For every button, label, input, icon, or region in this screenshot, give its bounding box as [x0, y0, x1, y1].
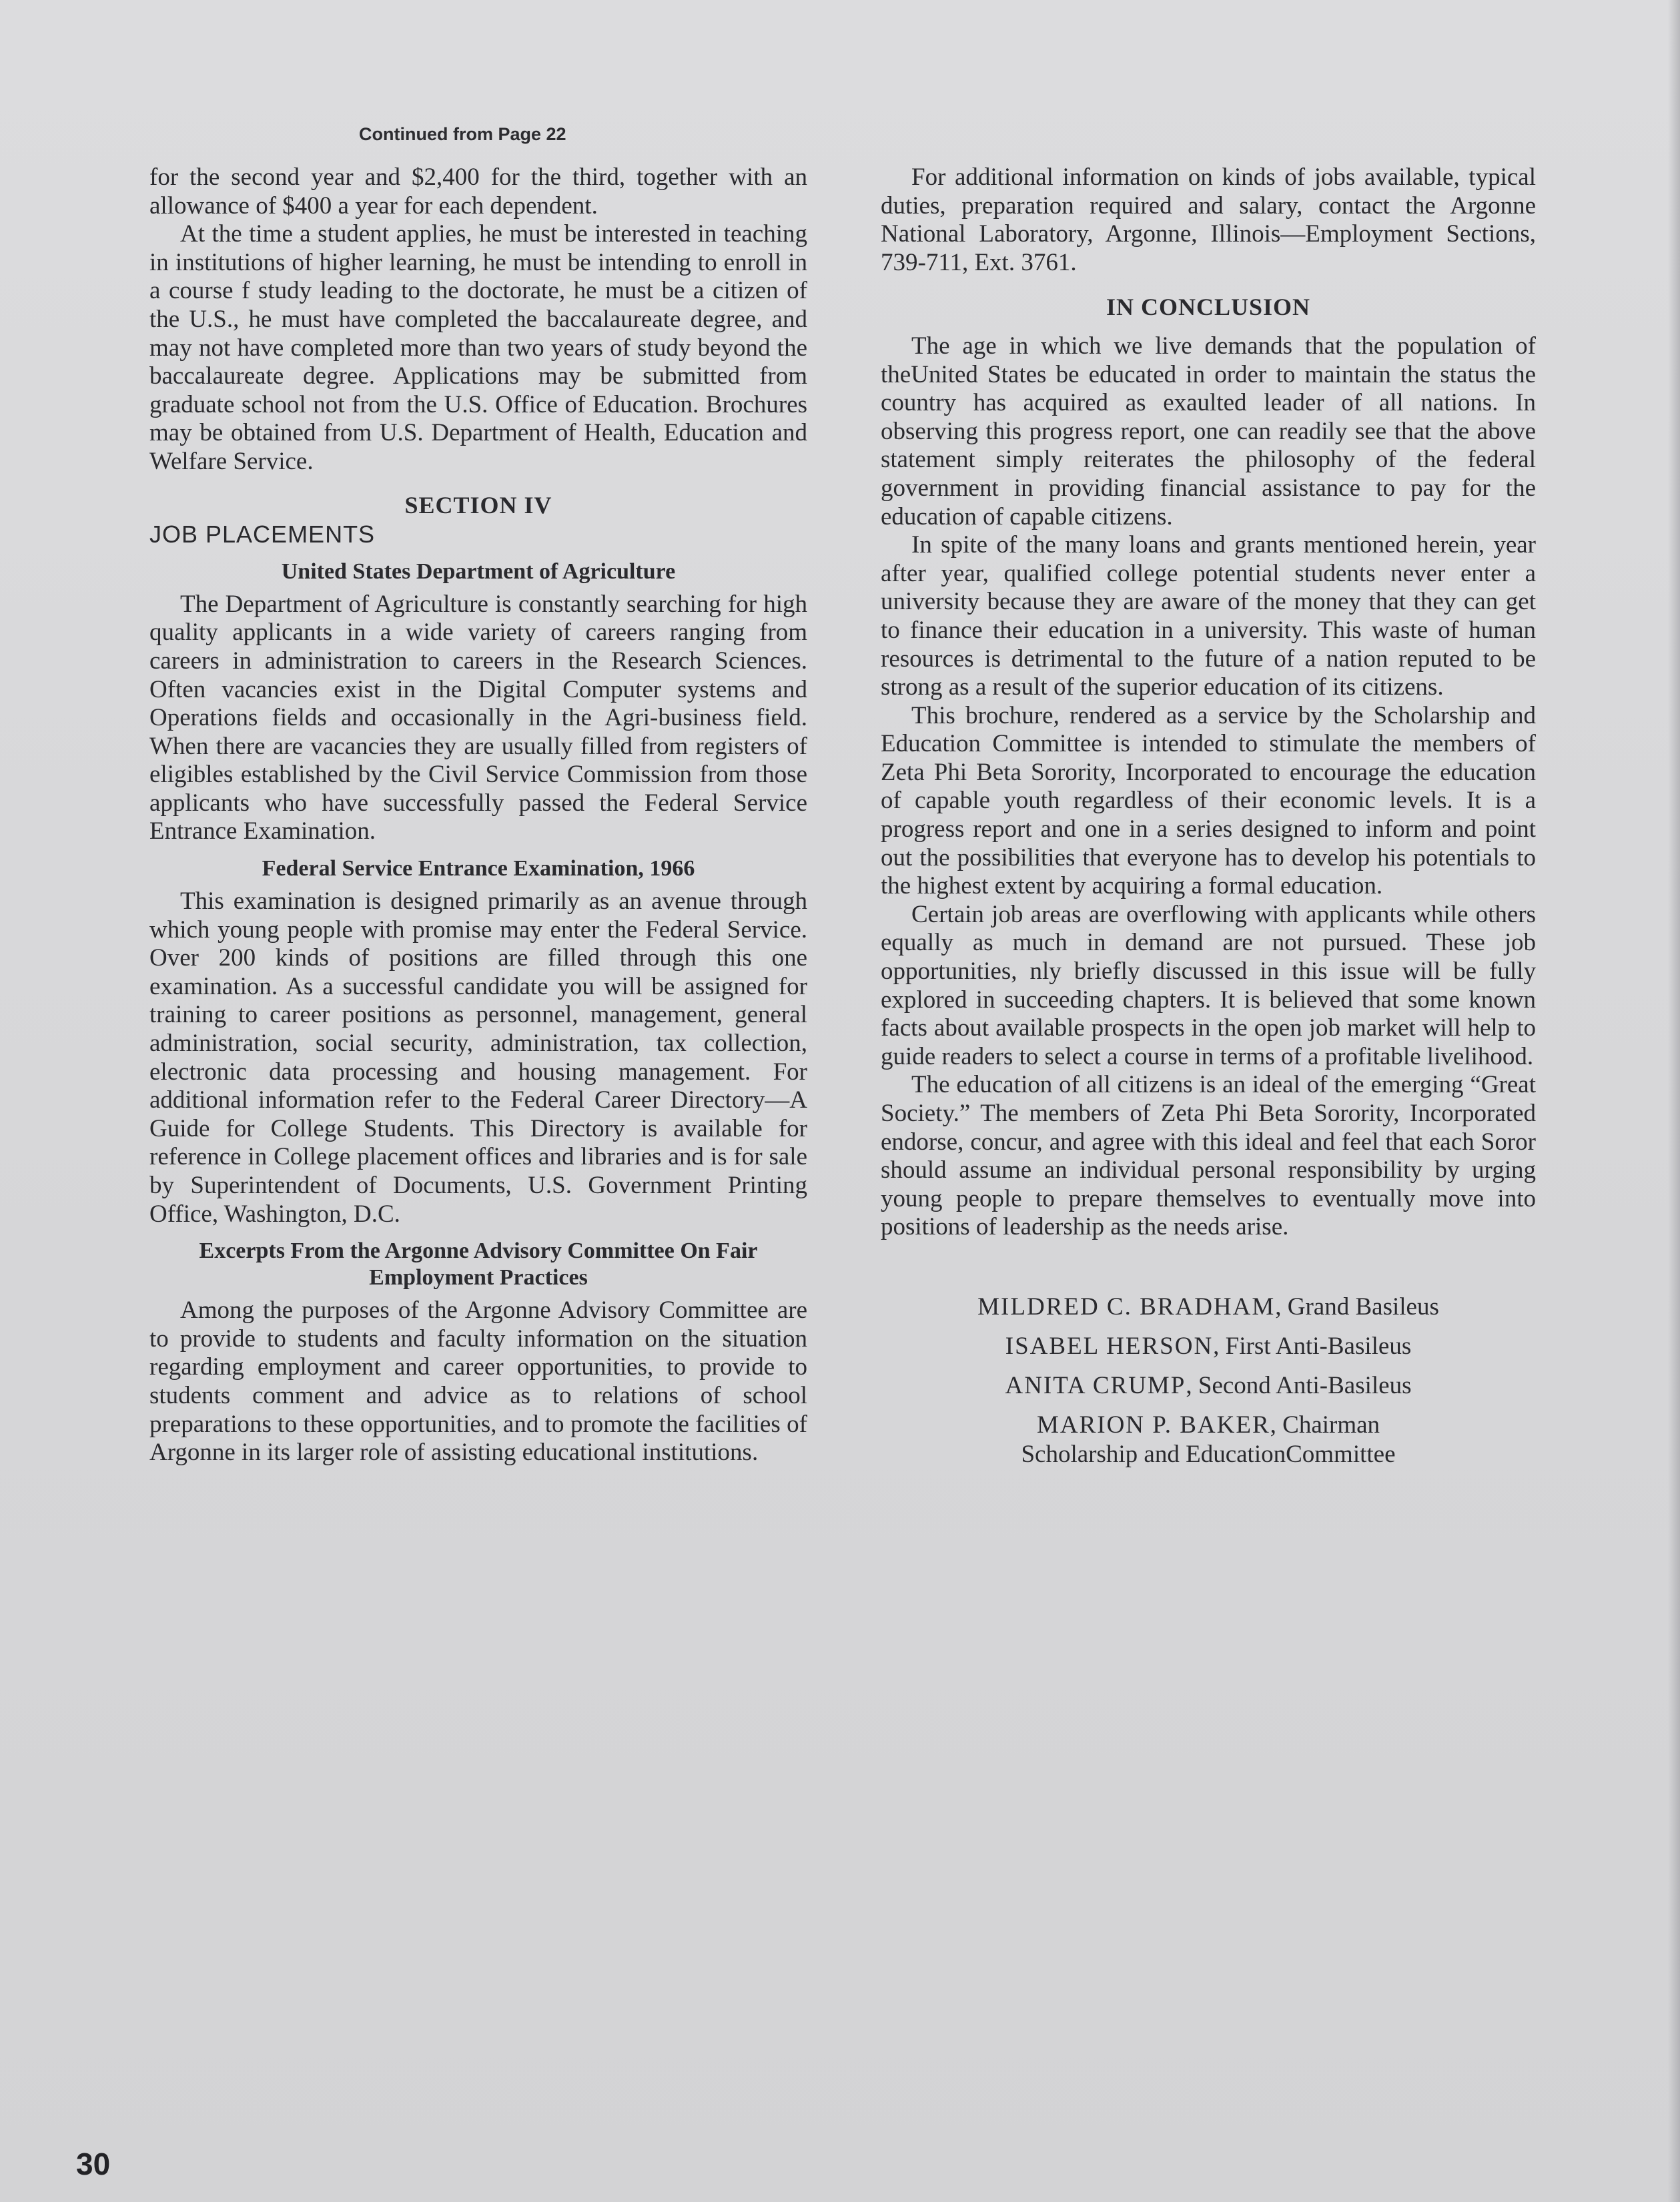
- continued-note: Continued from Page 22: [359, 124, 566, 144]
- intro-paragraph-1: for the second year and $2,400 for the third, together with an allowance of $400 a year for each dependent.: [149, 163, 807, 220]
- argonne-heading: Excerpts From the Argonne Advisory Committee On Fair Employment Practices: [199, 1238, 758, 1291]
- signatory-title: , Chairman: [1270, 1411, 1380, 1439]
- conclusion-paragraph-5: The education of all citizens is an ideal of the emerging “Great Society.” The members of Zeta Phi Beta Sorority, Incorporated endorse, concur, and agree with this ideal and feel that each Soror should assume an individual personal responsibility by urging young people to prepare themselves to eventually move into positions of leadership as the needs arise.: [881, 1071, 1536, 1241]
- section-subheading: JOB PLACEMENTS: [149, 520, 376, 548]
- page-edge-shadow: [1668, 0, 1680, 2202]
- page-number: 30: [76, 2147, 111, 2181]
- conclusion-paragraph-3: This brochure, rendered as a service by the Scholarship and Education Committee is intended to stimulate the members of Zeta Phi Beta Sorority, Incorporated to encourage the education of capable youth regardless of their economic levels. It is a progress report and one in a series designed to inform and point out the possibilities that everyone has to develop his potentials to the highest extent by acquiring a formal education.: [881, 701, 1536, 900]
- right-column: [881, 163, 1536, 1469]
- signature-line: [881, 1371, 1536, 1401]
- signatory-name: ISABEL HERSON: [1005, 1332, 1214, 1360]
- committee-line: Scholarship and EducationCommittee: [1021, 1440, 1396, 1468]
- conclusion-paragraph-1: The age in which we live demands that the population of theUnited States be educated in order to maintain the status the country has acquired as exaulted leader of all nations. In observing this progress report, one can readily see that the above statement simply reiterates the philosophy of the federal government in providing financial assistance to pay for the education of capable citizens.: [881, 332, 1536, 530]
- usda-heading: United States Department of Agriculture: [281, 559, 676, 584]
- signatory-name: MILDRED C. BRADHAM: [977, 1293, 1276, 1321]
- signature-line: [881, 1332, 1536, 1361]
- intro-paragraph-2: At the time a student applies, he must be interested in teaching in institutions of higher learning, he must be intending to enroll in a course f study leading to the doctorate, he must be a citizen of the U.S., he must have completed the baccalaureate degree, and may not have completed more than two years of study beyond the baccalaureate degree. Applications may be submitted from graduate school not from the U.S. Office of Education. Brochures may be obtained from U.S. Department of Health, Education and Welfare Service.: [149, 220, 807, 475]
- section-heading: SECTION IV: [404, 491, 552, 518]
- signatory-name: MARION P. BAKER: [1036, 1411, 1270, 1439]
- left-column: [149, 163, 807, 1467]
- conclusion-heading: IN CONCLUSION: [1106, 294, 1311, 321]
- conclusion-paragraph-2: In spite of the many loans and grants mentioned herein, year after year, qualified college potential students never enter a university because they are aware of the money that they can get to finance their education in a university. This waste of human resources is detrimental to the future of a nation reputed to be strong as a result of the superior education of its citizens.: [881, 531, 1536, 701]
- argonne-info-paragraph: For additional information on kinds of jobs available, typical duties, preparation required and salary, contact the Argonne National Laboratory, Argonne, Illinois—Employment Sections, 739-711, Ext. 3761.: [881, 163, 1536, 276]
- argonne-paragraph: Among the purposes of the Argonne Advisory Committee are to provide to students and faculty information on the situation regarding employment and career opportunities, to provide to students comment and advice as to relations of school preparations to these opportunities, and to promote the facilities of Argonne in its larger role of assisting educational institutions.: [149, 1297, 807, 1467]
- usda-paragraph: The Department of Agriculture is constantly searching for high quality applicants in a wide variety of careers ranging from careers in administration to careers in the Research Sciences. Often vacancies exist in the Digital Computer systems and Operations fields and occasionally in the Agri-business field. When there are vacancies they are usually filled from registers of eligibles established by the Civil Service Commission from those applicants who have successfully passed the Federal Service Entrance Examination.: [149, 590, 807, 845]
- signatory-title: , Grand Basileus: [1275, 1293, 1439, 1321]
- signature-line: [881, 1411, 1536, 1440]
- signatory-title: , Second Anti-Basileus: [1186, 1371, 1412, 1399]
- conclusion-paragraph-4: Certain job areas are overflowing with applicants while others equally as much in demand are not pursued. These job opportunities, nly briefly discussed in this issue will be fully explored in succeeding chapters. It is believed that some known facts about available prospects in the open job market will help to guide readers to select a course in terms of a profitable livelihood.: [881, 900, 1536, 1070]
- signatory-title: , First Anti-Basileus: [1213, 1332, 1412, 1360]
- fsee-heading: Federal Service Entrance Examination, 1966: [262, 856, 695, 881]
- signature-block: [881, 1293, 1536, 1469]
- signatory-name: ANITA CRUMP: [1005, 1371, 1186, 1399]
- fsee-paragraph: This examination is designed primarily as an avenue through which young people with promise may enter the Federal Service. Over 200 kinds of positions are filled through this one examination. As a successful candidate you will be assigned for training to career positions as personnel, management, general administration, social security, administration, tax collection, electronic data processing and housing management. For additional information refer to the Federal Career Directory—A Guide for College Students. This Directory is available for reference in College placement offices and libraries and is for sale by Superintendent of Documents, U.S. Government Printing Office, Washington, D.C.: [149, 887, 807, 1228]
- signature-line: [881, 1293, 1536, 1322]
